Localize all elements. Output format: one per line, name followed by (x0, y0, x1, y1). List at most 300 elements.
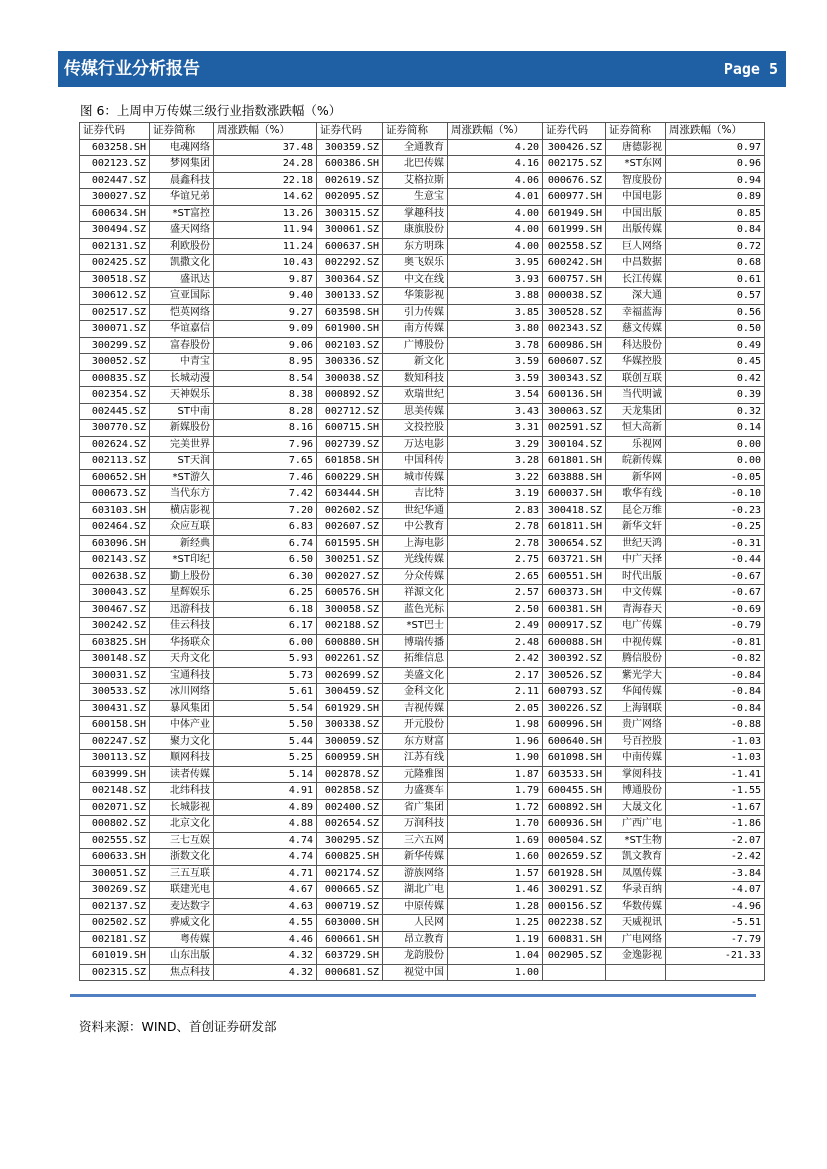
weekly-change-cell: 0.00 (666, 453, 765, 470)
stock-name-cell: 当代明诚 (606, 387, 666, 404)
weekly-change-cell: 4.00 (448, 238, 543, 255)
table-row (80, 337, 765, 354)
stock-name-cell: 广博股份 (383, 337, 448, 354)
stock-code-cell: 002555.SZ (80, 832, 150, 849)
stock-code-cell: 002591.SZ (543, 420, 606, 437)
weekly-change-cell: 9.06 (214, 337, 317, 354)
table-row (80, 931, 765, 948)
stock-name-cell: 当代东方 (150, 486, 214, 503)
stock-name-cell: 江苏有线 (383, 750, 448, 767)
stock-code-cell: 300027.SZ (80, 189, 150, 206)
stock-code-cell: 600793.SZ (543, 684, 606, 701)
stock-name-cell: 华数传媒 (606, 898, 666, 915)
stock-name-cell: 联建光电 (150, 882, 214, 899)
stock-name-cell: 湖北广电 (383, 882, 448, 899)
stock-code-cell: 600373.SH (543, 585, 606, 602)
stock-name-cell: 北纬科技 (150, 783, 214, 800)
weekly-change-cell: -0.67 (666, 568, 765, 585)
stock-name-cell: 博通股份 (606, 783, 666, 800)
stock-code-cell: 002354.SZ (80, 387, 150, 404)
stock-name-cell: 新华文轩 (606, 519, 666, 536)
stock-code-cell: 600892.SH (543, 799, 606, 816)
stock-name-cell: 金科文化 (383, 684, 448, 701)
stock-code-cell: 600386.SH (317, 156, 383, 173)
stock-name-cell: 焦点科技 (150, 964, 214, 981)
table-row (80, 288, 765, 305)
weekly-change-cell: -4.96 (666, 898, 765, 915)
stock-code-cell: 002247.SZ (80, 733, 150, 750)
weekly-change-cell: 5.50 (214, 717, 317, 734)
weekly-change-cell: 2.17 (448, 667, 543, 684)
weekly-change-cell: -0.44 (666, 552, 765, 569)
stock-name-cell: 出版传媒 (606, 222, 666, 239)
stock-name-cell: 欢瑞世纪 (383, 387, 448, 404)
stock-name-cell: 中昌数据 (606, 255, 666, 272)
stock-name-cell: 山东出版 (150, 948, 214, 965)
stock-name-cell: 吉比特 (383, 486, 448, 503)
stock-code-cell: 300269.SZ (80, 882, 150, 899)
page-number: Page 5 (723, 60, 778, 78)
stock-name-cell: 中南传媒 (606, 750, 666, 767)
stock-name-cell: 深大通 (606, 288, 666, 305)
weekly-change-cell: -1.03 (666, 733, 765, 750)
stock-name-cell: 万达电影 (383, 436, 448, 453)
stock-code-cell: 002400.SZ (317, 799, 383, 816)
stock-name-cell: 利欧股份 (150, 238, 214, 255)
stock-code-cell: 002654.SZ (317, 816, 383, 833)
stock-code-cell: 002343.SZ (543, 321, 606, 338)
weekly-change-cell: 0.84 (666, 222, 765, 239)
weekly-change-cell: 0.42 (666, 370, 765, 387)
stock-name-cell: 奥飞娱乐 (383, 255, 448, 272)
weekly-change-cell: 1.57 (448, 865, 543, 882)
stock-code-cell: 601811.SH (543, 519, 606, 536)
stock-name-cell: 星辉娱乐 (150, 585, 214, 602)
stock-name-cell: 拓维信息 (383, 651, 448, 668)
stock-code-cell: 300392.SZ (543, 651, 606, 668)
table-row (80, 634, 765, 651)
stock-code-cell: 000673.SZ (80, 486, 150, 503)
stock-name-cell: 电魂网络 (150, 139, 214, 156)
stock-name-cell: 艾格拉斯 (383, 172, 448, 189)
stock-name-cell: 华策影视 (383, 288, 448, 305)
stock-code-cell: 300533.SZ (80, 684, 150, 701)
stock-name-cell: 华谊嘉信 (150, 321, 214, 338)
stock-name-cell: 开元股份 (383, 717, 448, 734)
weekly-change-cell: 4.88 (214, 816, 317, 833)
stock-name-cell: 广西广电 (606, 816, 666, 833)
weekly-change-cell: 37.48 (214, 139, 317, 156)
weekly-change-cell: 5.93 (214, 651, 317, 668)
weekly-change-cell: -2.42 (666, 849, 765, 866)
stock-name-cell: 中原传媒 (383, 898, 448, 915)
weekly-change-cell (666, 964, 765, 981)
stock-code-cell: 603000.SH (317, 915, 383, 932)
stock-code-cell: 300051.SZ (80, 865, 150, 882)
table-row (80, 172, 765, 189)
stock-name-cell: 众应互联 (150, 519, 214, 536)
weekly-change-cell: 7.96 (214, 436, 317, 453)
stock-name-cell: 冰川网络 (150, 684, 214, 701)
stock-code-cell: 000665.SZ (317, 882, 383, 899)
table-row (80, 684, 765, 701)
weekly-change-cell: 7.65 (214, 453, 317, 470)
weekly-change-cell: -0.05 (666, 469, 765, 486)
stock-code-cell: 600633.SH (80, 849, 150, 866)
stock-name-cell: 中国电影 (606, 189, 666, 206)
stock-code-cell: 002071.SZ (80, 799, 150, 816)
weekly-change-cell: 9.09 (214, 321, 317, 338)
weekly-change-cell: 6.00 (214, 634, 317, 651)
weekly-change-cell: 0.85 (666, 205, 765, 222)
weekly-change-cell: 7.42 (214, 486, 317, 503)
weekly-change-cell: 3.78 (448, 337, 543, 354)
stock-code-cell: 603533.SH (543, 766, 606, 783)
stock-code-cell: 600880.SH (317, 634, 383, 651)
weekly-change-cell: 4.00 (448, 222, 543, 239)
stock-name-cell: 中青宝 (150, 354, 214, 371)
table-row (80, 766, 765, 783)
stock-code-cell: 300148.SZ (80, 651, 150, 668)
table-row (80, 420, 765, 437)
table-row (80, 898, 765, 915)
figure-title: 图 6：上周申万传媒三级行业指数涨跌幅（%） (80, 103, 342, 118)
stock-code-cell: 002174.SZ (317, 865, 383, 882)
stock-name-cell: 分众传媒 (383, 568, 448, 585)
weekly-change-cell: 1.96 (448, 733, 543, 750)
weekly-change-cell: 0.72 (666, 238, 765, 255)
weekly-change-cell: 5.73 (214, 667, 317, 684)
weekly-change-cell: -0.25 (666, 519, 765, 536)
weekly-change-cell: 0.89 (666, 189, 765, 206)
weekly-change-cell: 4.46 (214, 931, 317, 948)
weekly-change-cell: 3.80 (448, 321, 543, 338)
stock-name-cell: 上海钢联 (606, 700, 666, 717)
weekly-change-cell: 0.00 (666, 436, 765, 453)
table-row (80, 552, 765, 569)
weekly-change-cell: 11.24 (214, 238, 317, 255)
stock-name-cell: 晨鑫科技 (150, 172, 214, 189)
stock-code-cell: 300467.SZ (80, 601, 150, 618)
table-row (80, 667, 765, 684)
stock-name-cell: 天舟文化 (150, 651, 214, 668)
table-row (80, 436, 765, 453)
stock-name-cell: 广电网络 (606, 931, 666, 948)
stock-code-cell: 603103.SH (80, 502, 150, 519)
weekly-change-cell: 1.70 (448, 816, 543, 833)
stock-name-cell: 天龙集团 (606, 403, 666, 420)
stock-code-cell: 000719.SZ (317, 898, 383, 915)
stock-name-cell: 天威视讯 (606, 915, 666, 932)
stock-code-cell: 603258.SH (80, 139, 150, 156)
weekly-change-cell: 0.56 (666, 304, 765, 321)
stock-name-cell: *ST富控 (150, 205, 214, 222)
weekly-change-cell: 3.31 (448, 420, 543, 437)
table-row (80, 849, 765, 866)
stock-code-cell: 002517.SZ (80, 304, 150, 321)
weekly-change-cell: 3.28 (448, 453, 543, 470)
stock-code-cell: 300043.SZ (80, 585, 150, 602)
stock-name-cell: 生意宝 (383, 189, 448, 206)
stock-name-cell: ST天润 (150, 453, 214, 470)
stock-code-cell: 300426.SZ (543, 139, 606, 156)
stock-code-cell: 600229.SH (317, 469, 383, 486)
stock-code-cell: 600136.SH (543, 387, 606, 404)
stock-code-cell: 002292.SZ (317, 255, 383, 272)
stock-code-cell: 300526.SZ (543, 667, 606, 684)
weekly-change-cell: 6.18 (214, 601, 317, 618)
stock-name-cell: 游族网络 (383, 865, 448, 882)
stock-code-cell: 002175.SZ (543, 156, 606, 173)
stock-code-cell: 300359.SZ (317, 139, 383, 156)
stock-code-cell: 603999.SH (80, 766, 150, 783)
stock-name-cell: 世纪华通 (383, 502, 448, 519)
column-header: 证券简称 (150, 123, 214, 140)
weekly-change-cell: 4.63 (214, 898, 317, 915)
weekly-change-cell: -0.69 (666, 601, 765, 618)
weekly-change-cell: 1.00 (448, 964, 543, 981)
stock-code-cell: 002502.SZ (80, 915, 150, 932)
stock-code-cell: 300299.SZ (80, 337, 150, 354)
stock-code-cell: 300338.SZ (317, 717, 383, 734)
stock-name-cell: 恺英网络 (150, 304, 214, 321)
weekly-change-cell: 0.50 (666, 321, 765, 338)
stock-name-cell: 华媒控股 (606, 354, 666, 371)
stock-name-cell: 昆仑万维 (606, 502, 666, 519)
stock-code-cell: 601801.SH (543, 453, 606, 470)
stock-name-cell: 中体产业 (150, 717, 214, 734)
weekly-change-cell: 4.06 (448, 172, 543, 189)
weekly-change-cell: 22.18 (214, 172, 317, 189)
weekly-change-cell: -1.55 (666, 783, 765, 800)
stock-code-cell: 002659.SZ (543, 849, 606, 866)
weekly-change-cell: 3.93 (448, 271, 543, 288)
table-row (80, 585, 765, 602)
stock-name-cell: 中国科传 (383, 453, 448, 470)
stock-code-cell: 002131.SZ (80, 238, 150, 255)
weekly-change-cell: 14.62 (214, 189, 317, 206)
stock-name-cell: 文投控股 (383, 420, 448, 437)
stock-name-cell: 大晟文化 (606, 799, 666, 816)
stock-code-cell: 300343.SZ (543, 370, 606, 387)
stock-code-cell: 603096.SH (80, 535, 150, 552)
stock-code-cell: 300052.SZ (80, 354, 150, 371)
weekly-change-cell: 2.57 (448, 585, 543, 602)
weekly-change-cell: 2.05 (448, 700, 543, 717)
stock-code-cell: 002238.SZ (543, 915, 606, 932)
weekly-change-cell: 10.43 (214, 255, 317, 272)
stock-code-cell: 601595.SH (317, 535, 383, 552)
stock-code-cell: 002123.SZ (80, 156, 150, 173)
stock-code-cell: 600661.SH (317, 931, 383, 948)
table-header-row (80, 123, 765, 140)
stock-name-cell: 长城动漫 (150, 370, 214, 387)
weekly-change-cell: 1.79 (448, 783, 543, 800)
weekly-change-cell: 2.83 (448, 502, 543, 519)
stock-name-cell: 三六五网 (383, 832, 448, 849)
stock-code-cell: 600652.SH (80, 469, 150, 486)
stock-name-cell: 联创互联 (606, 370, 666, 387)
stock-code-cell: 002261.SZ (317, 651, 383, 668)
weekly-change-cell: 3.85 (448, 304, 543, 321)
stock-name-cell: 中视传媒 (606, 634, 666, 651)
weekly-change-cell: 5.14 (214, 766, 317, 783)
stock-name-cell: 世纪天鸿 (606, 535, 666, 552)
stock-code-cell: 300063.SZ (543, 403, 606, 420)
stock-name-cell: *ST游久 (150, 469, 214, 486)
weekly-change-cell: -0.67 (666, 585, 765, 602)
stock-code-cell: 002712.SZ (317, 403, 383, 420)
weekly-change-cell: 4.55 (214, 915, 317, 932)
table-row (80, 964, 765, 981)
stock-code-cell: 002113.SZ (80, 453, 150, 470)
stock-name-cell: 富春股份 (150, 337, 214, 354)
weekly-change-cell: 6.25 (214, 585, 317, 602)
stock-code-cell: 300291.SZ (543, 882, 606, 899)
weekly-change-cell: 1.46 (448, 882, 543, 899)
report-header-bar (58, 51, 786, 87)
table-row (80, 139, 765, 156)
stock-code-cell: 300104.SZ (543, 436, 606, 453)
stock-name-cell: 省广集团 (383, 799, 448, 816)
stock-code-cell: 600715.SH (317, 420, 383, 437)
stock-code-cell: 601929.SH (317, 700, 383, 717)
stock-name-cell: 中国出版 (606, 205, 666, 222)
stock-code-cell: 300518.SZ (80, 271, 150, 288)
stock-name-cell: 歌华有线 (606, 486, 666, 503)
table-row (80, 403, 765, 420)
stock-name-cell: 电广传媒 (606, 618, 666, 635)
stock-name-cell: 粤传媒 (150, 931, 214, 948)
weekly-change-cell: 6.83 (214, 519, 317, 536)
stock-name-cell: 迅游科技 (150, 601, 214, 618)
table-row (80, 321, 765, 338)
stock-code-cell: 600158.SH (80, 717, 150, 734)
stock-name-cell: *ST巴士 (383, 618, 448, 635)
stock-name-cell: 时代出版 (606, 568, 666, 585)
weekly-change-cell: 4.67 (214, 882, 317, 899)
weekly-change-cell: 0.97 (666, 139, 765, 156)
stock-name-cell: *ST东网 (606, 156, 666, 173)
stock-code-cell: 603729.SH (317, 948, 383, 965)
stock-code-cell: 600634.SH (80, 205, 150, 222)
stock-code-cell: 300612.SZ (80, 288, 150, 305)
column-header: 周涨跌幅（%） (214, 123, 317, 140)
table-row (80, 238, 765, 255)
stock-code-cell: 000156.SZ (543, 898, 606, 915)
weekly-change-cell: 1.69 (448, 832, 543, 849)
stock-code-cell: 002315.SZ (80, 964, 150, 981)
table-row (80, 255, 765, 272)
weekly-change-cell: 1.04 (448, 948, 543, 965)
table-row (80, 387, 765, 404)
stock-code-cell: 002103.SZ (317, 337, 383, 354)
stock-code-cell: 300459.SZ (317, 684, 383, 701)
stock-name-cell: 新媒股份 (150, 420, 214, 437)
stock-code-cell: 300226.SZ (543, 700, 606, 717)
stock-code-cell: 601858.SH (317, 453, 383, 470)
stock-code-cell: 002447.SZ (80, 172, 150, 189)
column-header: 证券代码 (80, 123, 150, 140)
stock-code-cell: 300133.SZ (317, 288, 383, 305)
stock-code-cell: 000038.SZ (543, 288, 606, 305)
table-row (80, 750, 765, 767)
weekly-change-cell: 9.40 (214, 288, 317, 305)
weekly-change-cell: -0.82 (666, 651, 765, 668)
stock-name-cell: 凤凰传媒 (606, 865, 666, 882)
stock-name-cell: 宣亚国际 (150, 288, 214, 305)
stock-name-cell: 中广天择 (606, 552, 666, 569)
weekly-change-cell: 3.43 (448, 403, 543, 420)
stock-code-cell: 603598.SH (317, 304, 383, 321)
table-row (80, 601, 765, 618)
stock-code-cell: 601098.SH (543, 750, 606, 767)
stock-name-cell: 梦网集团 (150, 156, 214, 173)
stock-name-cell: 万润科技 (383, 816, 448, 833)
stock-name-cell: 贵广网络 (606, 717, 666, 734)
table-row (80, 865, 765, 882)
column-header: 证券代码 (543, 123, 606, 140)
table-row (80, 502, 765, 519)
stock-name-cell: 华谊兄弟 (150, 189, 214, 206)
stock-name-cell: 引力传媒 (383, 304, 448, 321)
stock-name-cell: 元隆雅图 (383, 766, 448, 783)
weekly-change-cell: 0.32 (666, 403, 765, 420)
stock-code-cell: 600831.SH (543, 931, 606, 948)
stock-code-cell (543, 964, 606, 981)
stock-name-cell: 新文化 (383, 354, 448, 371)
stock-name-cell: 祥源文化 (383, 585, 448, 602)
weekly-change-cell: 3.59 (448, 370, 543, 387)
weekly-change-cell: 1.90 (448, 750, 543, 767)
weekly-change-cell: 8.38 (214, 387, 317, 404)
table-row (80, 535, 765, 552)
stock-name-cell: 人民网 (383, 915, 448, 932)
weekly-change-cell: -1.41 (666, 766, 765, 783)
stock-name-cell: 掌阅科技 (606, 766, 666, 783)
stock-name-cell: 长江传媒 (606, 271, 666, 288)
stock-code-cell: 600576.SH (317, 585, 383, 602)
stock-name-cell: 华闻传媒 (606, 684, 666, 701)
stock-code-cell: 002602.SZ (317, 502, 383, 519)
weekly-change-cell: 7.46 (214, 469, 317, 486)
weekly-change-cell: -0.84 (666, 684, 765, 701)
weekly-change-cell: 6.50 (214, 552, 317, 569)
stock-name-cell: 皖新传媒 (606, 453, 666, 470)
weekly-change-cell: 8.28 (214, 403, 317, 420)
stock-code-cell: 002619.SZ (317, 172, 383, 189)
stock-name-cell: 宝通科技 (150, 667, 214, 684)
weekly-change-cell: 4.20 (448, 139, 543, 156)
stock-name-cell: 盛讯达 (150, 271, 214, 288)
weekly-change-cell: 2.11 (448, 684, 543, 701)
stock-code-cell: 600936.SH (543, 816, 606, 833)
stock-code-cell: 600825.SH (317, 849, 383, 866)
stock-name-cell: 横店影视 (150, 502, 214, 519)
stock-code-cell: 603444.SH (317, 486, 383, 503)
stock-name-cell: 新经典 (150, 535, 214, 552)
weekly-change-cell: 0.57 (666, 288, 765, 305)
weekly-change-cell: -0.23 (666, 502, 765, 519)
stock-name-cell: 思美传媒 (383, 403, 448, 420)
weekly-change-cell: -0.84 (666, 700, 765, 717)
weekly-change-cell: 0.96 (666, 156, 765, 173)
weekly-change-cell: 3.19 (448, 486, 543, 503)
stock-code-cell: 601900.SH (317, 321, 383, 338)
weekly-change-cell: 3.29 (448, 436, 543, 453)
stock-name-cell: 光线传媒 (383, 552, 448, 569)
stock-code-cell: 300061.SZ (317, 222, 383, 239)
